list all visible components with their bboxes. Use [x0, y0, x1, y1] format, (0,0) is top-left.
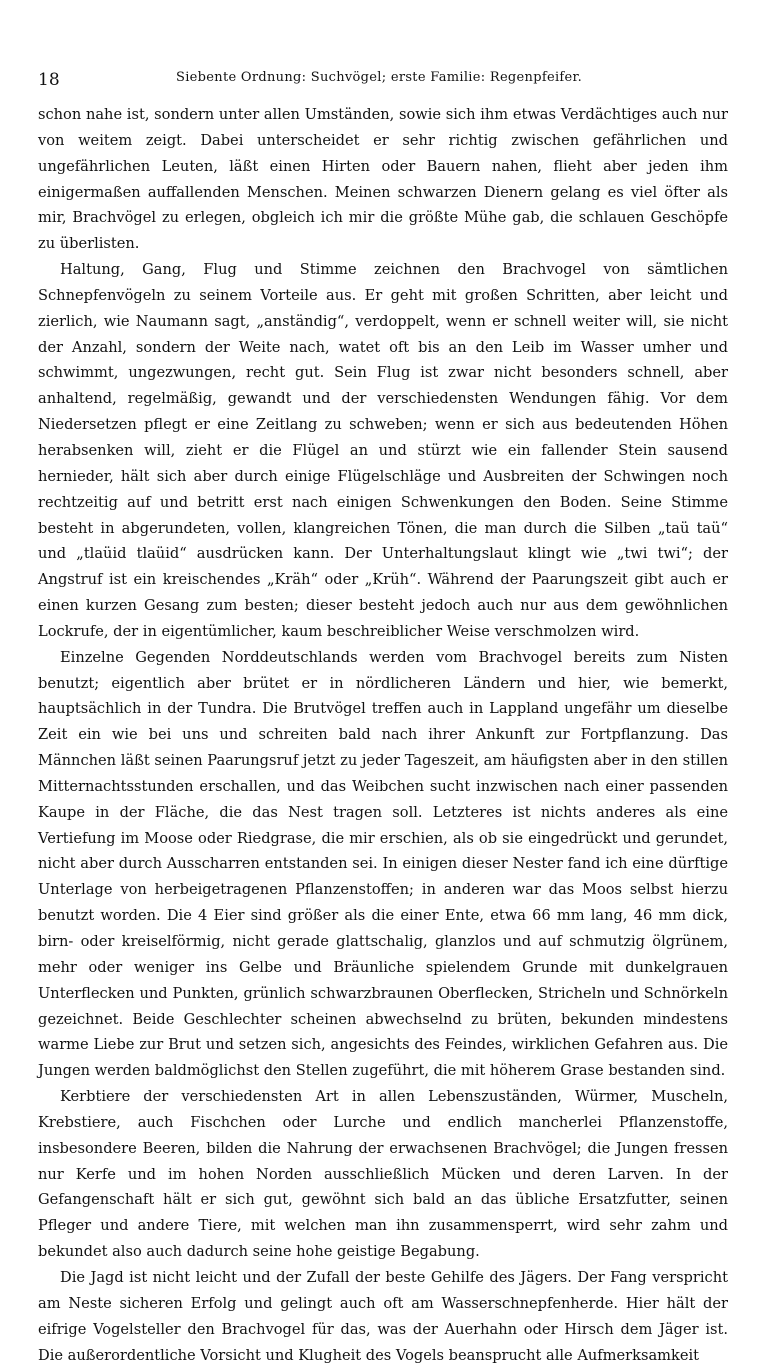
paragraph-5: Die Jagd ist nicht leicht und der Zufall der beste Gehilfe des Jägers. Der Fang verspricht am Neste sicheren Erfolg und gelingt auch oft am Wasserschnepfenherde. Hier hält der eifrige Vogelsteller den Brachvogel für das, was der Auerhahn oder Hirsch dem Jäger ist. Die außerordentliche Vorsicht und Klugheit des Vogels beansprucht alle Aufmerksamkeit: [38, 1268, 728, 1364]
paragraph-3: Einzelne Gegenden Norddeutschlands werden vom Brachvogel bereits zum Nisten benutzt; eigentlich aber brütet er in nördlicheren Ländern und hier, wie bemerkt, hauptsächlich in der Tundra. Die Brutvögel treffen auch in Lappland ungefähr um dieselbe Zeit ein wie bei uns und schreiten bald nach ihrer Ankunft zur Fortpflanzung. Das Männchen läßt seinen Paarungsruf jetzt zu jeder Tageszeit, am häufigsten aber in den stillen Mitternachtsstunden erschallen, und das Weibchen sucht inzwischen nach einer passenden Kaupe in der Fläche, die das Nest tragen soll. Letzteres ist nichts anderes als eine Vertiefung im Moose oder Riedgrase, die mir erschien, als ob sie eingedrückt und gerundet, nicht aber durch Ausscharren entstanden sei. In einigen dieser Nester fand ich eine dürftige Unterlage von herbeigetragenen Pflanzenstoffen; in anderen war das Moos selbst hierzu benutzt worden. Die 4 Eier sind größer als die einer Ente, etwa 66 mm lang, 46 mm dick, birn- oder kreiselförmig, nicht gerade glattschalig, glanzlos und auf schmutzig ölgrünem, mehr oder weniger ins Gelbe und Bräunliche spielendem Grunde mit dunkelgrauen Unterflecken und Punkten, grünlich schwarzbraunen Oberflecken, Stricheln und Schnörkeln gezeichnet. Beide Geschlechter scheinen abwechselnd zu brüten, bekunden mindestens warme Liebe zur Brut und setzen sich, angesichts des Feindes, wirklichen Gefahren aus. Die Jungen werden baldmöglichst den Stellen zugeführt, die mit höherem Grase bestanden sind.: [38, 648, 728, 1080]
page-header: [38, 70, 738, 94]
paragraph-2: Haltung, Gang, Flug und Stimme zeichnen den Brachvogel von sämtlichen Schnepfenvögeln zu seinem Vorteile aus. Er geht mit großen Schritten, aber leicht und zierlich, wie Naumann sagt, „anständig“, verdoppelt, wenn er schnell weiter will, sie nicht der Anzahl, sondern der Weite nach, watet oft bis an den Leib im Wasser umher und schwimmt, ungezwungen, recht gut. Sein Flug ist zwar nicht besonders schnell, aber anhaltend, regelmäßig, gewandt und der verschiedensten Wendungen fähig. Vor dem Niedersetzen pflegt er eine Zeitlang zu schweben; wenn er sich aus bedeutenden Höhen herabsenken will, zieht er die Flügel an und stürzt wie ein fallender Stein sausend hernieder, hält sich aber durch einige Flügelschläge und Ausbreiten der Schwingen noch rechtzeitig auf und betritt erst nach einigen Schwenkungen den Boden. Seine Stimme besteht in abgerundeten, vollen, klangreichen Tönen, die man durch die Silben „taü taü“ und „tlaüid tlaüid“ ausdrücken kann. Der Unterhaltungslaut klingt wie „twi twi“; der Angstruf ist ein kreischendes „Kräh“ oder „Krüh“. Während der Paarungszeit gibt auch er einen kurzen Gesang zum besten; dieser besteht jedoch auch nur aus dem gewöhnlichen Lockrufe, der in eigentümlicher, kaum beschreiblicher Weise verschmolzen wird.: [38, 261, 728, 640]
paragraph-4: Kerbtiere der verschiedensten Art in allen Lebenszuständen, Würmer, Muscheln, Krebstiere, auch Fischchen oder Lurche und endlich mancherlei Pflanzenstoffe, insbesondere Beeren, bilden die Nahrung der erwachsenen Brachvögel; die Jungen fressen nur Kerfe und im hohen Norden ausschließlich Mücken und deren Larven. In der Gefangenschaft hält er sich gut, gewöhnt sich bald an das übliche Ersatzfutter, seinen Pfleger und andere Tiere, mit welchen man ihn zusammensperrt, wird sehr zahm und bekundet also auch dadurch seine hohe geistige Begabung.: [38, 1088, 728, 1261]
paragraph-1: schon nahe ist, sondern unter allen Umständen, sowie sich ihm etwas Verdächtiges auch nur von weitem zeigt. Dabei unterscheidet er sehr richtig zwischen gefährlichen und ungefährlichen Leuten, läßt einen Hirten oder Bauern nahen, flieht aber jeden ihm einigermaßen auffallenden Menschen. Meinen schwarzen Dienern gelang es viel öfter als mir, Brachvögel zu erlegen, obgleich ich mir die größte Mühe gab, die schlauen Geschöpfe zu überlisten.: [38, 106, 728, 253]
page-number: 18: [38, 70, 60, 90]
running-head: Siebente Ordnung: Suchvögel; erste Familie: Regenpfeifer.: [176, 70, 583, 85]
body-text: [38, 102, 728, 1368]
